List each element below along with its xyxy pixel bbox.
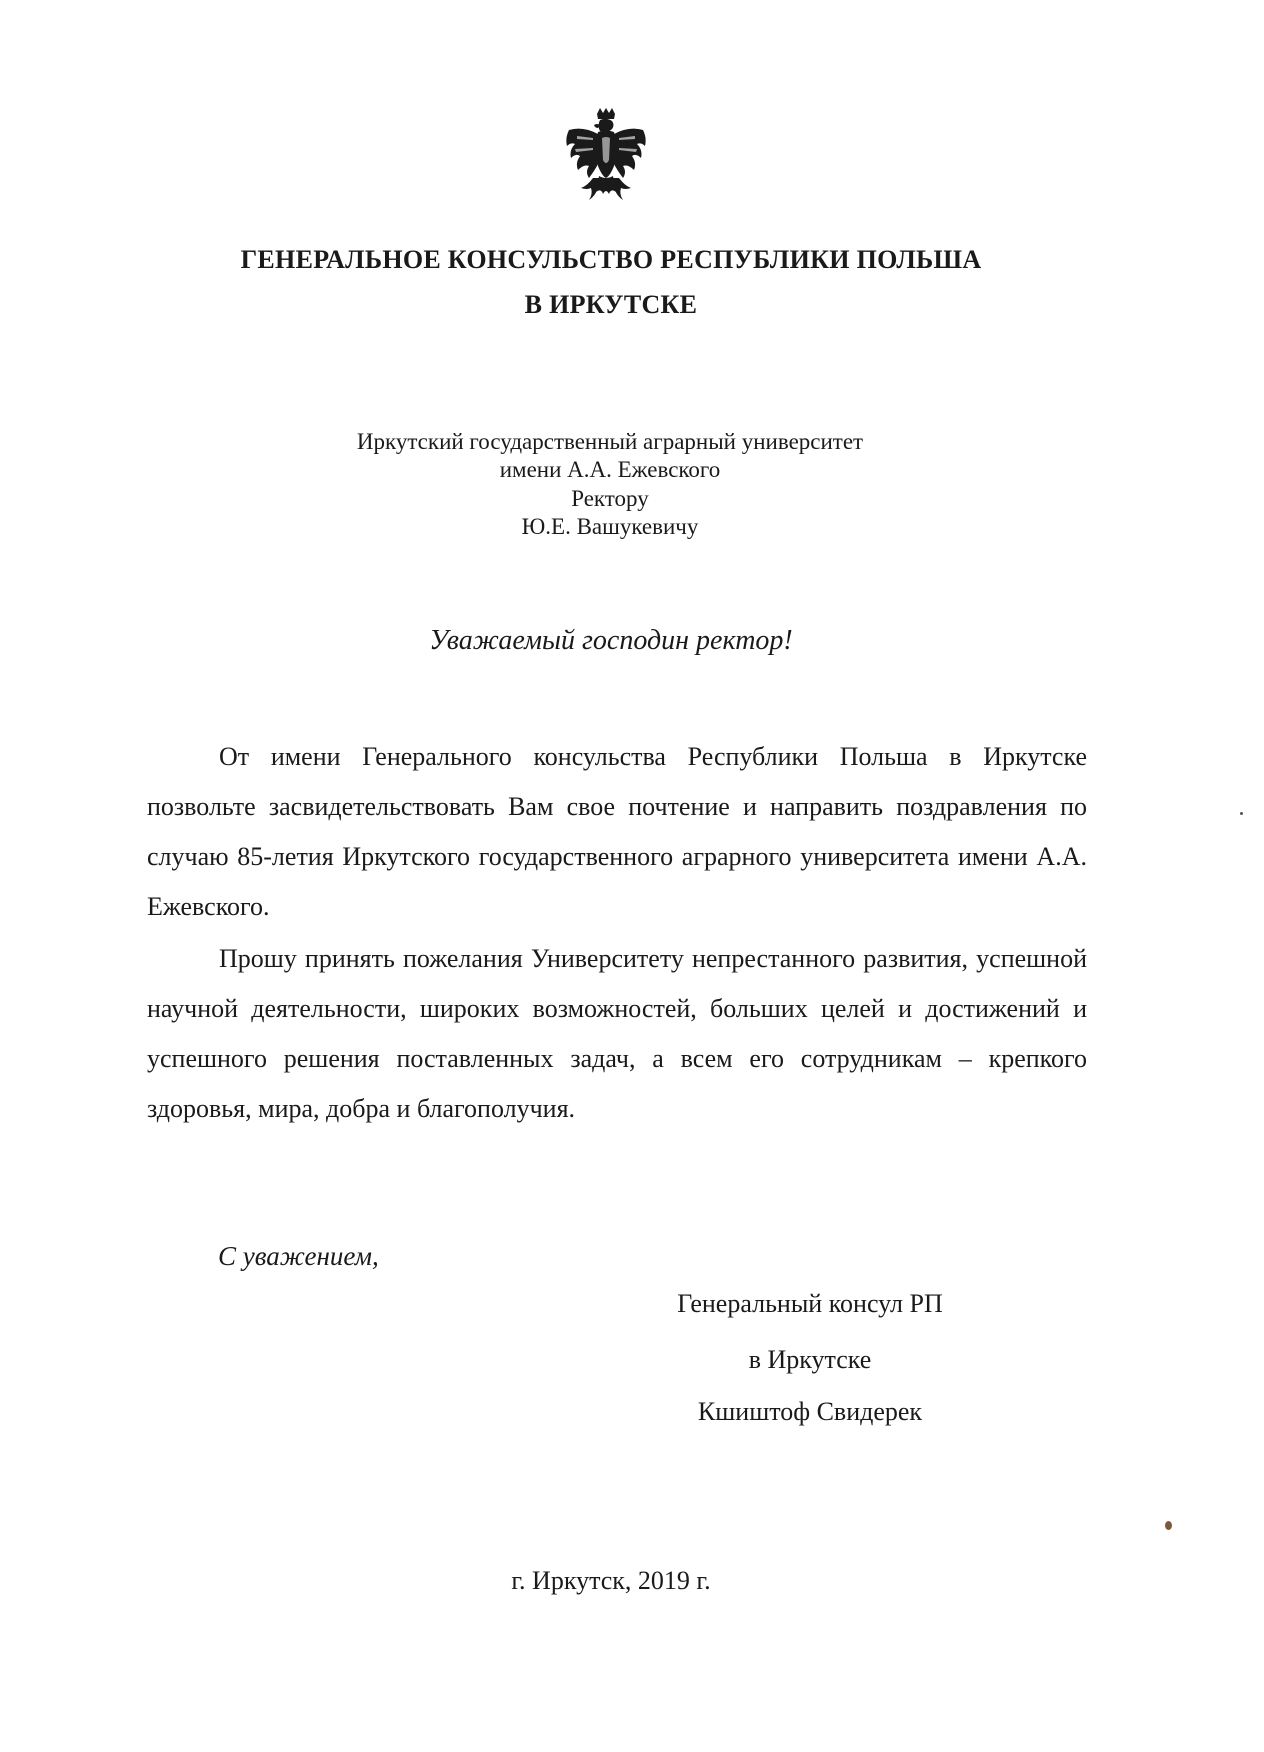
signature-name: Кшиштоф Свидерек (697, 1397, 923, 1426)
consulate-title-line1: ГЕНЕРАЛЬНОЕ КОНСУЛЬСТВО РЕСПУБЛИКИ ПОЛЬША (240, 245, 982, 274)
polish-eagle-emblem-icon (563, 108, 649, 212)
paper-speck (1240, 812, 1243, 815)
salutation: Уважаемый господин ректор! (429, 625, 793, 656)
addressee-line2: имени А.А. Ежевского (499, 457, 721, 482)
closing-phrase: С уважением, (218, 1241, 379, 1271)
addressee-line4: Ю.Е. Вашукевичу (521, 514, 699, 539)
addressee-line1: Иркутский государственный аграрный университет (356, 429, 864, 454)
consulate-title-line2: В ИРКУТСКЕ (524, 290, 698, 319)
signature-title: Генеральный консул РП (677, 1289, 943, 1318)
addressee-line3: Ректору (571, 486, 649, 511)
paper-speck (1165, 1521, 1172, 1530)
date-place: г. Иркутск, 2019 г. (511, 1566, 711, 1595)
body-paragraph-2: Прошу принять пожелания Университету непрестанного развития, успешной научной деятельности, широких возможностей, больших целей и достижений и успешного решения поставленных задач, а всем его сотрудникам – крепкого здоровья, мира, добра и благополучия. (147, 944, 1087, 1123)
signature-location: в Иркутске (748, 1345, 872, 1374)
body-paragraph-1: От имени Генерального консульства Республики Польша в Иркутске позвольте засвидетельствовать Вам свое почтение и направить поздравления по случаю 85-летия Иркутского государственного аграрного университета имени А.А. Ежевского. (147, 742, 1087, 921)
